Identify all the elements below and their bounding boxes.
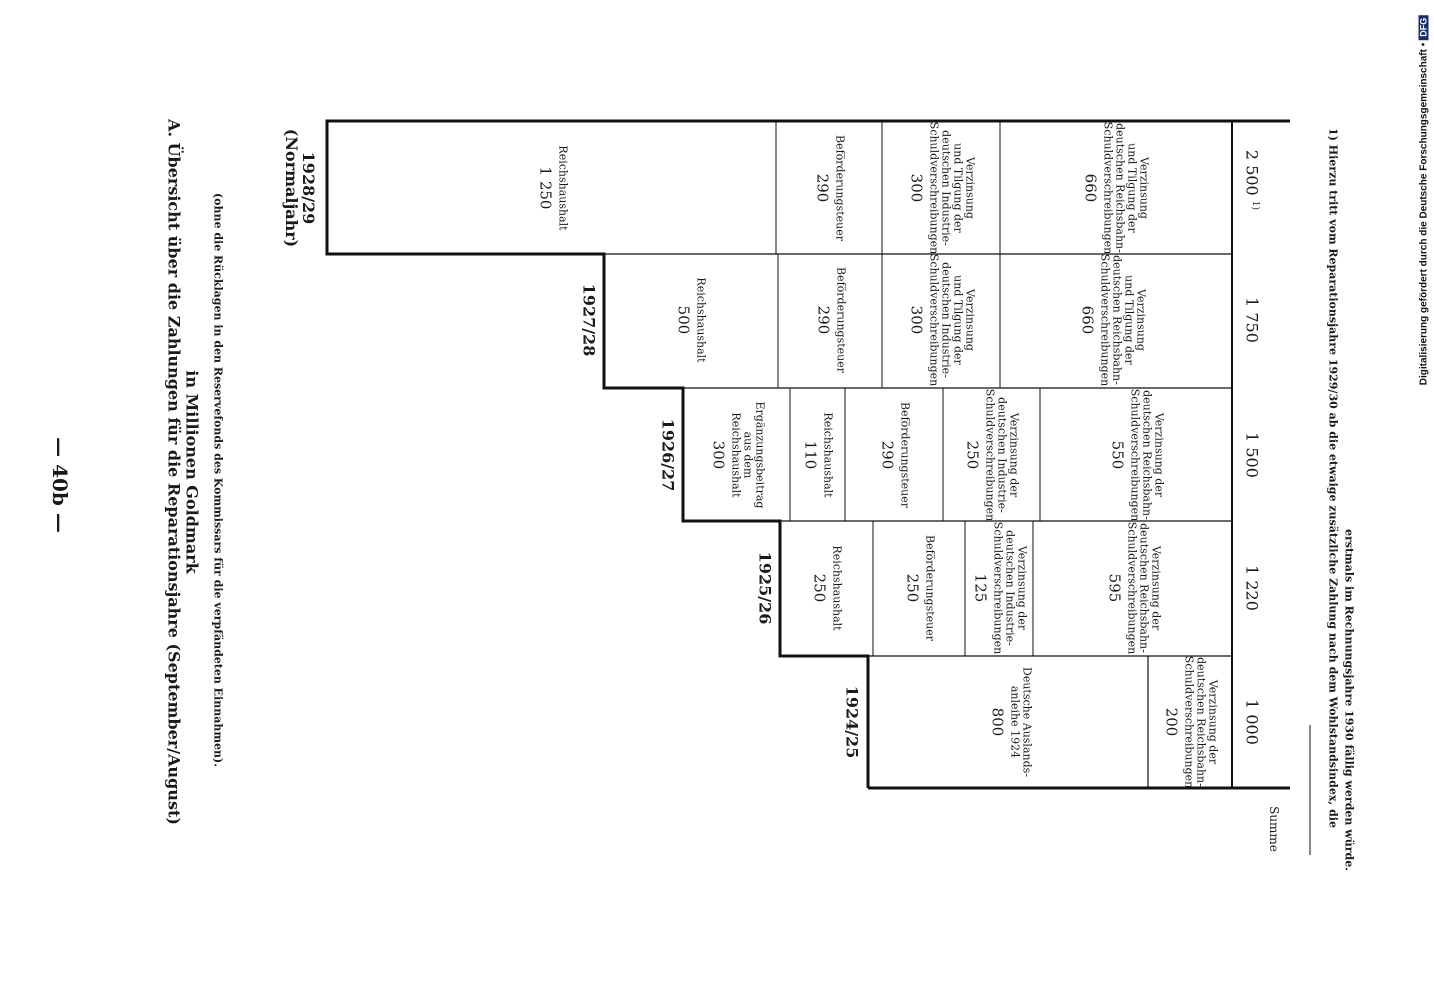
sum-1924: 1 000: [1242, 699, 1262, 745]
footnote-marker: 1): [1249, 200, 1260, 211]
cell-label: Schuldverschreibungen: [1182, 655, 1196, 789]
cell-value: 290: [878, 440, 897, 470]
cell-1925-industrie: [971, 522, 1028, 654]
cell-label: und Tilgung der: [1122, 275, 1136, 365]
cell-value: 1 250: [536, 166, 555, 210]
page-title-line2: in Millionen Goldmark: [182, 370, 202, 574]
cell-label: deutschen Industrie-: [995, 397, 1009, 513]
sum-1926: 1 500: [1242, 432, 1262, 478]
cell-label: Reichshaushalt: [694, 277, 708, 363]
cell-1926-reichshaushalt: [801, 412, 834, 497]
sum-1927: 1 750: [1242, 297, 1262, 343]
cell-label: Schuldverschreibungen: [1128, 388, 1142, 522]
cell-label: Schuldverschreibungen: [991, 521, 1005, 655]
cell-label: Verzinsung: [1137, 157, 1151, 219]
cell-label: deutschen Reichsbahn-: [1137, 523, 1151, 653]
cell-label: deutschen Reichsbahn-: [1140, 390, 1154, 520]
cell-label: Verzinsung: [963, 289, 977, 351]
cell-value: 290: [814, 305, 833, 335]
cell-1928-reichshaushalt: [536, 145, 569, 230]
footnote-line2: erstmals im Rechnungsjahre 1930 fällig werden würde.: [1342, 528, 1356, 872]
cell-label: Schuldverschreibungen: [1101, 121, 1115, 255]
year-header-1925: 1925/26: [755, 551, 775, 625]
cell-label: Schuldverschreibungen: [983, 388, 997, 522]
cell-label: Ergänzungsbeitrag: [753, 401, 767, 509]
cell-label: Verzinsung: [1134, 289, 1148, 351]
cell-label: deutschen Industrie-: [939, 130, 953, 246]
cell-label: und Tilgung der: [951, 275, 965, 365]
cell-1928-befoerderungsteuer: [813, 135, 846, 241]
cell-label: anleihe 1924: [1008, 685, 1022, 759]
cell-value: 660: [1081, 173, 1100, 203]
cell-value: 250: [903, 573, 922, 603]
cell-label: Beförderungsteuer: [834, 267, 848, 373]
page-number: — 40b —: [48, 437, 72, 533]
cell-1926-ergaenzungsbeitrag: [709, 402, 766, 509]
year-header-1924: 1924/25: [842, 685, 862, 759]
cell-label: Schuldverschreibungen: [927, 253, 941, 387]
cell-label: Reichshaushalt: [729, 412, 743, 498]
year-note: (Normaljahr): [282, 128, 301, 248]
cell-value: 550: [1108, 440, 1127, 470]
cell-label: und Tilgung der: [951, 143, 965, 233]
cell-label: deutschen Industrie-: [1003, 530, 1017, 646]
cell-value: 290: [813, 173, 832, 203]
cell-1926-industrie: [963, 389, 1020, 521]
cell-value: 595: [1105, 573, 1124, 603]
cell-1924-reichsbahn: [1162, 656, 1219, 788]
digitization-credit: [1419, 15, 1430, 385]
cell-1925-befoerderungsteuer: [903, 535, 936, 641]
cell-1925-reichshaushalt: [810, 545, 843, 630]
cell-label: Reichshaushalt: [830, 545, 844, 631]
cell-value: 200: [1162, 707, 1181, 737]
cell-label: Verzinsung der: [1206, 679, 1220, 765]
cell-value: 660: [1078, 305, 1097, 335]
cell-label: und Tilgung der: [1125, 143, 1139, 233]
cell-label: Schuldverschreibungen: [927, 121, 941, 255]
cell-label: Verzinsung der: [1007, 412, 1021, 498]
cell-label: Verzinsung der: [1152, 412, 1166, 498]
cell-value: 250: [963, 440, 982, 470]
cell-label: Verzinsung der: [1015, 545, 1029, 631]
cell-label: Reichshaushalt: [556, 145, 570, 231]
cell-label: Deutsche Auslands-: [1020, 667, 1034, 777]
cell-label: Beförderungsteuer: [923, 535, 937, 641]
cell-value: 300: [907, 305, 926, 335]
cell-label: deutschen Reichsbahn-: [1110, 255, 1124, 385]
sum-value: 2 500: [1242, 149, 1262, 196]
cell-1925-reichsbahn: [1105, 522, 1162, 654]
cell-label: Verzinsung: [963, 157, 977, 219]
year-header-1927: 1927/28: [579, 283, 599, 357]
year-header-1928: [283, 129, 317, 247]
cell-value: 125: [971, 573, 990, 603]
cell-label: Schuldverschreibungen: [1098, 253, 1112, 387]
cell-value: 500: [674, 305, 693, 335]
sum-1925: 1 220: [1242, 565, 1262, 611]
credit-text: Digitalisierung gefördert durch die Deutsche Forschungsgemeinschaft •: [1418, 42, 1430, 386]
cell-value: 800: [988, 707, 1007, 737]
cell-label: Beförderungsteuer: [898, 402, 912, 508]
summe-label: Summe: [1267, 806, 1281, 852]
cell-1927-befoerderungsteuer: [814, 267, 847, 373]
cell-value: 110: [801, 440, 820, 470]
cell-1926-befoerderungsteuer: [878, 402, 911, 508]
page-subtitle: (ohne die Rücklagen in den Reservefonds des Kommissars für die verpfändeten Einnahmen).: [211, 192, 225, 768]
sum-1928: [1243, 150, 1262, 210]
cell-1928-industrie: [907, 122, 976, 254]
dfg-logo: DFG: [1419, 15, 1429, 40]
cell-value: 300: [907, 173, 926, 203]
cell-1927-industrie: [907, 254, 976, 386]
cell-label: deutschen Reichsbahn-: [1113, 123, 1127, 253]
year-header-1926: 1926/27: [658, 418, 678, 492]
cell-label: aus dem: [741, 431, 755, 479]
cell-1928-reichsbahn: [1081, 122, 1150, 254]
cell-value: 250: [810, 573, 829, 603]
year-label: 1928/29: [299, 151, 318, 225]
cell-label: Verzinsung der: [1149, 545, 1163, 631]
cell-label: Reichshaushalt: [821, 412, 835, 498]
cell-label: Beförderungsteuer: [833, 135, 847, 241]
cell-1924-auslandsanleihe: [988, 667, 1033, 777]
cell-1927-reichsbahn: [1078, 254, 1147, 386]
cell-value: 300: [709, 440, 728, 470]
cell-1927-reichshaushalt: [674, 277, 707, 362]
cell-label: Schuldverschreibungen: [1125, 521, 1139, 655]
cell-label: deutschen Industrie-: [939, 262, 953, 378]
footnote-line1: 1) Hierzu tritt vom Reparationsjahre 1929/30 ab die etwaige zusätzliche Zahlung nach dem Wohlstandsindex, die: [1326, 128, 1340, 828]
page-title: A. Übersicht über die Zahlungen für die Reparationsjahre (September/August): [164, 119, 184, 825]
cell-1926-reichsbahn: [1108, 389, 1165, 521]
cell-label: deutschen Reichsbahn-: [1194, 657, 1208, 787]
